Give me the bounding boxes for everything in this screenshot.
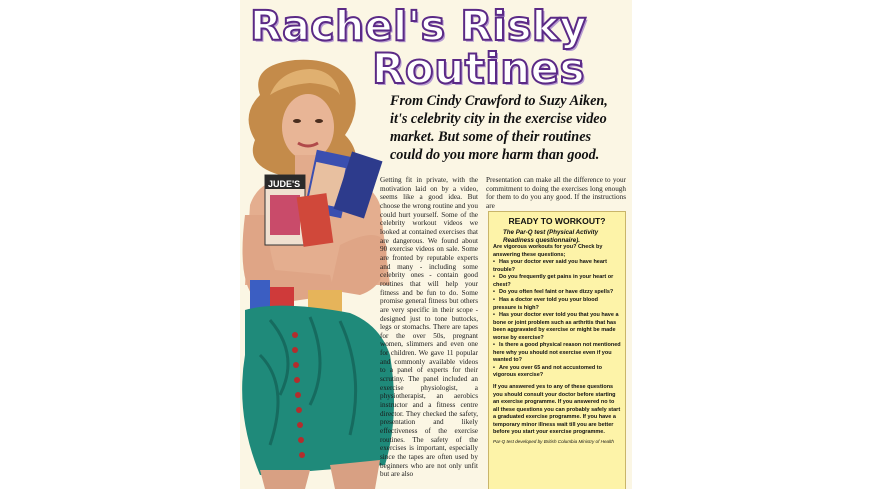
question-text: Is there a good physical reason not mentioned here why you should not exercise even if you wanted to? — [493, 342, 621, 364]
question-text: Has your doctor ever said you have heart trouble? — [493, 259, 607, 273]
question-text: Are you over 65 and not accustomed to vigorous exercise? — [493, 364, 602, 379]
sidebar-title: READY TO WORKOUT? — [508, 216, 606, 226]
question-item: • Are you over 65 and not accustomed to vigorous exercise? — [493, 364, 602, 379]
sidebar-credit: Par-Q test developed by British Columbia Ministry of Health — [493, 438, 614, 444]
question-item: • Do you often feel faint or have dizzy spells? — [493, 289, 614, 296]
headline-line-2: Routines — [372, 44, 585, 93]
question-text: Has your doctor ever told you that you have a bone or joint problem such as arthritis that has been aggravated by exercise or might be made worse by exercise? — [493, 312, 619, 341]
article-column-1: Getting fit in private, with the motivation laid on by a video, seems like a good idea. But choose the wrong routine and you could hurt yourself. Some of the celebrity workout videos we looked at contained exercises that are dangerous. We found about 90 exercise videos on sale. Some are fronted by reputable experts and many - including some celebrity ones - contain good routines that will help your fitness and be fun to do. Some promise general fitness but others are very specific in their scope - designed just to tone buttocks, legs or stomachs. There are tapes for the over 50s, pregnant women, slimmers and even one for children. We gave 11 popular and commonly available videos to a panel of experts for their scrutiny. The panel included an exercise physiologist, a physiotherapist, an aerobics instructor and a fitness centre director. They checked the safety, presentation and likely effectiveness of the exercise routines. The safety of the exercises is important, especially since the tapes are often used by beginners who are not only unfit but are also — [380, 176, 478, 479]
sidebar-intro: Are vigorous workouts for you? Check by answering these questions; — [493, 244, 603, 258]
sidebar-subtitle: The Par-Q test (Physical Activity Readiness questionnaire). — [503, 229, 599, 244]
question-text: Has a doctor ever told you your blood pressure is high? — [493, 297, 599, 311]
question-item: • Is there a good physical reason not mentioned here why you should not exercise even if you wanted to? — [493, 342, 621, 364]
question-item: • Do you frequently get pains in your heart or chest? — [493, 274, 614, 288]
cover-title: JUDE'S — [268, 179, 301, 189]
question-text: Do you often feel faint or have dizzy spells? — [499, 289, 614, 296]
sidebar-advice: If you answered yes to any of these questions you should consult your doctor before starting an exercise programme. If you answered no to all these questions you can probably safely start a graduated exercise programme. If you have a temporary minor illness wait till you are better before you start your exercise programme. — [493, 384, 621, 436]
standfirst: From Cindy Crawford to Suzy Aiken, it's celebrity city in the exercise video market. But some of their routines could do you more harm than good. — [390, 93, 608, 163]
article-column-2: Presentation can make all the difference to your commitment to doing the exercises long enough for them to do you any good. If the instructions are — [486, 176, 626, 210]
sidebar-box — [488, 211, 626, 489]
question-item: • Has your doctor ever told you that you have a bone or joint problem such as arthritis that has been aggravated by exercise or might be made worse by exercise? — [493, 312, 619, 341]
question-item: • Has your doctor ever said you have heart trouble? — [493, 259, 607, 273]
question-text: Do you frequently get pains in your heart or chest? — [493, 274, 614, 288]
magazine-page — [240, 0, 632, 489]
question-item: • Has a doctor ever told you your blood pressure is high? — [493, 297, 599, 311]
headline-line-1: Rachel's Risky — [250, 2, 587, 50]
